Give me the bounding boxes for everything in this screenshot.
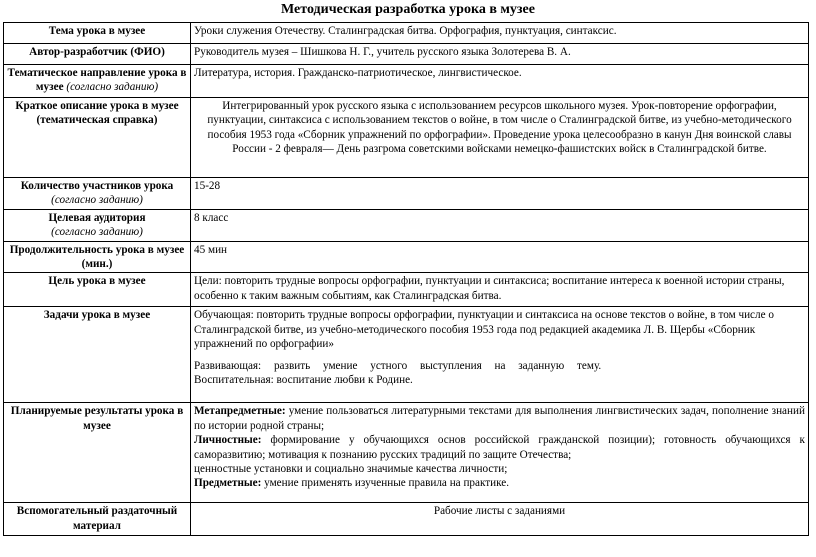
table-row-results [4,403,809,503]
row-label-duration: Продолжительность урока в музее (мин.) [4,241,191,273]
lesson-table [3,22,809,536]
row-label-results: Планируемые результаты урока в музее [4,403,191,503]
row-value-direction: Литература, история. Гражданско-патриотическое, лингвистическое. [191,65,809,98]
row-label-direction-text: Тематическое направление урока в музее [7,67,187,94]
row-value-tasks [191,307,809,403]
row-label-audience-text: Целевая аудитория [48,211,146,224]
row-note-direction: (согласно заданию) [66,81,159,94]
table-row-author [4,44,809,65]
result-subject [194,476,805,490]
result-subject-text: умение применять изученные правила на практике. [261,477,510,490]
result-personal-text: формирование у обучающихся основ российской гражданской позиции); готовность обучающихся к саморазвитию; мотивация к познанию русских традиций по защите Отечества; [194,434,805,461]
result-personal [194,433,805,462]
result-personal-label: Личностные: [194,434,262,447]
row-note-audience: (согласно заданию) [51,226,143,239]
row-value-participants: 15-28 [191,178,809,210]
row-value-materials: Рабочие листы с заданиями [191,503,809,536]
row-value-theme: Уроки служения Отечеству. Сталинградская битва. Орфография, пунктуация, синтаксис. [191,23,809,44]
row-label-participants-text: Количество участников урока [20,180,174,192]
table-row-summary [4,98,809,178]
table-row-materials [4,503,809,536]
task-teaching: Обучающая: повторить трудные вопросы орфографии, пунктуации и синтаксиса на основе текстов о войне, в том числе о Сталинградской битве, из учебно-методического пособия 1953 года под редакцией академика Л. В. Щербы «Сборник упражнений по орфографии» [194,309,774,351]
row-value-summary: Интегрированный урок русского языка с использованием ресурсов школьного музея. Урок-повторение орфографии, пунктуации, синтаксиса с использованием текстов о войне, в том числе о Сталинградской битве, из учебно-методического пособия 1953 года «Сборник упражнений по орфографии». Проведение урока целесообразно в канун Дня воинской славы России - 2 февраля— День разгрома советскими войсками немецко-фашистских войск в Сталинградской битве. [191,98,809,178]
row-label-author: Автор-разработчик (ФИО) [4,44,191,65]
result-subject-label: Предметные: [194,477,262,490]
row-label-tasks: Задачи урока в музее [4,307,191,403]
task-developing: Развивающая: развить умение устного выступления на заданную тему. [194,359,602,372]
row-note-participants: (согласно заданию) [51,194,143,207]
row-value-audience: 8 класс [191,209,809,241]
row-value-goal: Цели: повторить трудные вопросы орфографии, пунктуации и синтаксиса; воспитание интереса к военной истории страны, особенно к таким важным событиям, как Сталинградская битва. [191,273,809,307]
table-row-participants [4,178,809,210]
table-row-tasks [4,307,809,403]
task-educating: Воспитательная: воспитание любви к Родине. [194,374,413,387]
row-label-participants [4,178,191,210]
result-meta [194,404,805,433]
table-row-goal [4,273,809,307]
row-label-summary: Краткое описание урока в музее (тематическая справка) [4,98,191,178]
page-title: Методическая разработка урока в музее [281,2,535,17]
result-personal-2: ценностные установки и социально значимые качества личности; [194,463,508,476]
row-label-materials: Вспомогательный раздаточный материал [4,503,191,536]
row-value-duration: 45 мин [191,241,809,273]
result-meta-label: Метапредметные: [194,405,286,418]
row-label-goal: Цель урока в музее [4,273,191,307]
table-row-duration [4,241,809,273]
table-row-audience [4,209,809,241]
table-row-theme [4,23,809,44]
result-meta-text: умение пользоваться литературными текстами для выполнения лингвистических задач, пополнение знаний по истории родной страны; [194,405,805,432]
row-label-audience [4,209,191,241]
row-label-direction [4,65,191,98]
row-value-author: Руководитель музея – Шишкова Н. Г., учитель русского языка Золотерева В. А. [191,44,809,65]
table-row-direction [4,65,809,98]
row-label-theme: Тема урока в музее [4,23,191,44]
row-value-results [191,403,809,503]
